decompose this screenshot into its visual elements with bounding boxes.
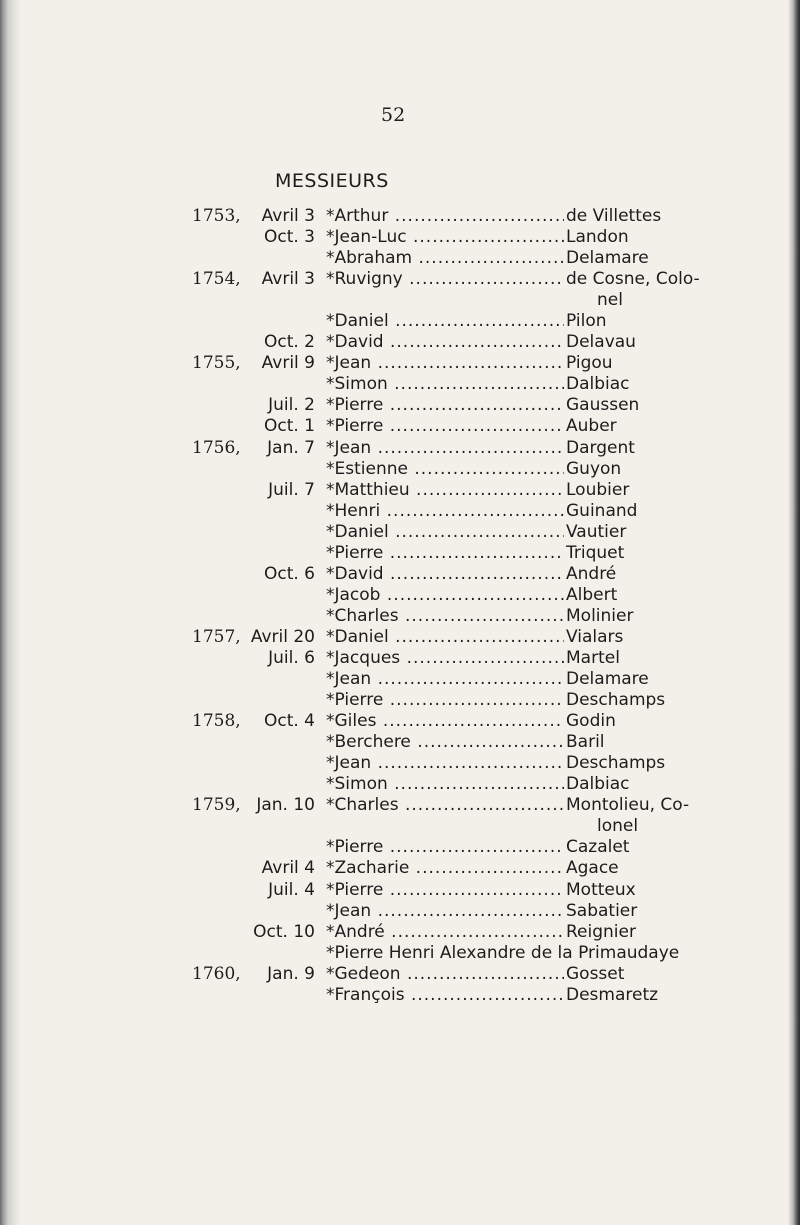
entry-surname: Vautier [566,521,627,542]
entry-surname: Molinier [566,605,634,626]
entry-first-name: *Jacques ..... [326,648,564,669]
entry-year: 1754, [192,269,241,290]
entry-surname: Baril [566,732,605,753]
entry-surname: Sabatier [566,900,638,921]
list-item [0,816,800,837]
list-item [0,269,800,290]
list-item [0,416,800,437]
entry-month-day: Jan. 9 [267,963,315,984]
entry-month-day: Avril 3 [261,269,315,290]
entry-surname: Montolieu, Co- [566,795,690,816]
list-item [0,732,800,753]
entry-surname: Desmaretz [566,984,659,1005]
entry-surname: Reignier [566,921,636,942]
list-item [0,774,800,795]
entry-year: 1753, [192,206,241,226]
entry-year: 1758, [192,711,241,732]
entry-month-day: Avril 20 [250,626,315,647]
list-item [0,227,800,248]
entry-first-name: *Estienne ..... [326,459,564,480]
entry-month-day: Oct. 10 [253,921,315,942]
entry-surname: Loubier [566,479,630,500]
page-number: 52 [381,104,406,126]
entry-first-name: *Simon ..... [326,774,564,795]
entry-surname: Dalbiac [566,774,630,795]
page-heading: MESSIEURS [275,170,389,192]
entry-month-day: Oct. 1 [263,416,315,437]
entry-surname: Auber [566,416,617,437]
list-item [0,753,800,774]
entry-month-day: Jan. 7 [267,437,315,458]
entry-first-name: *Pierre ..... [326,690,564,711]
entry-month-day: Avril 3 [261,206,315,226]
entry-surname: Deschamps [566,690,666,711]
entry-first-name: *François ..... [326,985,564,1006]
list-item [0,459,800,480]
entry-first-name: *Jean ..... [326,753,564,774]
entry-first-name: *Jean-Luc ..... [326,227,564,248]
entry-continuation: lonel [597,816,639,837]
entry-first-name: *Arthur ..... [326,206,564,227]
entry-year: 1759, [192,795,241,816]
list-item [0,480,800,501]
list-item [0,395,800,416]
entry-month-day: Juil. 6 [268,647,315,668]
entry-first-name: *Pierre ..... [326,416,564,437]
list-item [0,374,800,395]
entry-surname: Vialars [566,626,624,647]
entry-surname: Gaussen [566,395,640,416]
entry-surname: André [566,563,617,584]
entry-surname: Triquet [566,542,625,563]
list-item [0,564,800,585]
entry-first-name: *Zacharie ..... [326,858,564,879]
entry-surname: Cazalet [566,837,630,858]
entry-surname: Landon [566,227,629,248]
entry-surname: de Cosne, Colo- [566,269,700,290]
entry-year: 1755, [192,353,241,374]
list-item [0,206,800,227]
entry-continuation: nel [597,290,623,311]
list-item [0,501,800,522]
list-item [0,711,800,732]
entry-surname: Gosset [566,963,625,984]
entry-month-day: Avril 9 [261,353,315,374]
list-item [0,585,800,606]
entry-month-day: Oct. 2 [263,332,315,353]
entry-first-name: *Pierre ..... [326,837,564,858]
entry-first-name: *Gedeon ..... [326,964,564,985]
entry-year: 1756, [192,437,241,458]
entry-first-name: *Simon ..... [326,374,564,395]
list-item [0,964,800,985]
entry-first-name: *David ..... [326,564,564,585]
entry-surname: Delamare [566,669,649,690]
member-list [0,206,800,1006]
list-item [0,543,800,564]
entry-first-name: *Jacob ..... [326,585,564,606]
entry-first-name: *Henri ..... [326,501,564,522]
list-item [0,943,800,964]
entry-month-day: Juil. 4 [268,879,315,900]
entry-month-day: Oct. 6 [263,563,315,584]
entry-first-name: *Daniel ..... [326,522,564,543]
entry-surname: Agace [566,858,619,879]
entry-first-name: *Pierre ..... [326,395,564,416]
entry-first-name: *Abraham ..... [326,248,564,269]
list-item [0,522,800,543]
entry-first-name: *Giles ..... [326,711,564,732]
list-item [0,922,800,943]
entry-full-name: *Pierre Henri Alexandre de la Primaudaye [326,942,680,963]
entry-first-name: *Matthieu ..... [326,480,564,501]
entry-surname: Dargent [566,437,635,458]
list-item [0,858,800,879]
entry-first-name: *Jean ..... [326,353,564,374]
entry-first-name: *Daniel ..... [326,627,564,648]
entry-month-day: Oct. 3 [263,227,315,248]
entry-surname: Martel [566,647,620,668]
entry-first-name: *Jean ..... [326,669,564,690]
entry-surname: Guinand [566,500,638,521]
entry-surname: Pilon [566,311,607,332]
list-item [0,837,800,858]
entry-surname: Pigou [566,353,613,374]
list-item [0,290,800,311]
entry-month-day: Jan. 10 [256,795,315,816]
list-item [0,669,800,690]
entry-surname: Delavau [566,332,636,353]
entry-month-day: Juil. 2 [268,395,315,416]
list-item [0,690,800,711]
list-item [0,248,800,269]
list-item [0,648,800,669]
entry-surname: Deschamps [566,753,666,774]
entry-first-name: *Charles ..... [326,606,564,627]
entry-month-day: Juil. 7 [268,479,315,500]
list-item [0,901,800,922]
entry-surname: Godin [566,711,616,732]
list-item [0,332,800,353]
entry-year: 1757, [192,626,241,647]
entry-first-name: *Ruvigny ..... [326,269,564,290]
entry-first-name: *Jean ..... [326,901,564,922]
entry-surname: de Villettes [566,206,662,226]
entry-surname: Dalbiac [566,374,630,395]
entry-surname: Albert [566,584,618,605]
entry-year: 1760, [192,963,241,984]
list-item [0,353,800,374]
entry-first-name: *Jean ..... [326,438,564,459]
list-item [0,880,800,901]
list-item [0,438,800,459]
entry-month-day: Avril 4 [261,858,315,879]
list-item [0,627,800,648]
entry-first-name: *Berchere ..... [326,732,564,753]
list-item [0,795,800,816]
entry-first-name: *Daniel ..... [326,311,564,332]
list-item [0,985,800,1006]
entry-first-name: *Pierre ..... [326,543,564,564]
entry-first-name: *Pierre ..... [326,880,564,901]
entry-surname: Guyon [566,458,622,479]
entry-surname: Motteux [566,879,636,900]
list-item [0,606,800,627]
entry-first-name: *André ..... [326,922,564,943]
entry-first-name: *Charles ..... [326,795,564,816]
list-item [0,311,800,332]
entry-month-day: Oct. 4 [263,711,315,732]
entry-first-name: *David ..... [326,332,564,353]
entry-surname: Delamare [566,248,649,269]
